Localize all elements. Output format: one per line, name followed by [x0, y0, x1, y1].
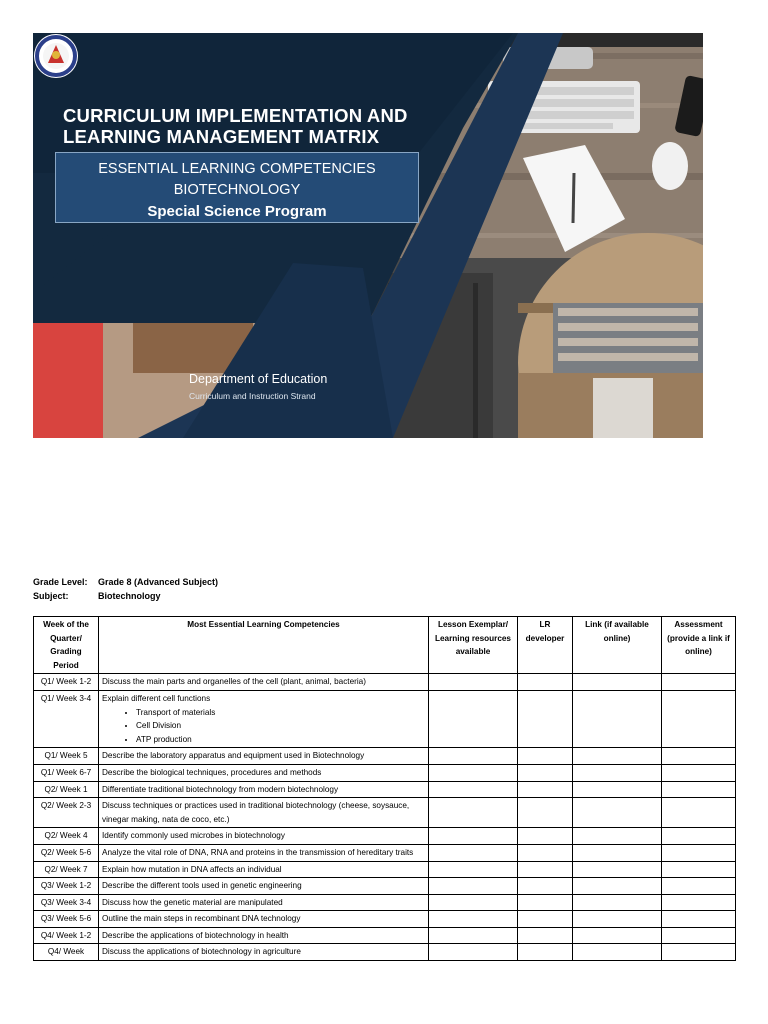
week-cell: Q2/ Week 5-6 — [34, 844, 99, 861]
table-row — [34, 944, 736, 961]
banner-background — [33, 33, 703, 438]
table-row — [34, 894, 736, 911]
subject-label: Subject: — [33, 591, 69, 601]
list-item: • Transport of materials — [136, 706, 425, 720]
week-cell: Q3/ Week 5-6 — [34, 911, 99, 928]
week-cell: Q2/ Week 2-3 — [34, 798, 99, 828]
competencies-title-box — [55, 152, 419, 223]
competency-cell: Explain how mutation in DNA affects an individual — [99, 861, 429, 878]
list-item: • ATP production — [136, 733, 425, 747]
competency-cell: Discuss the applications of biotechnology in agriculture — [99, 944, 429, 961]
week-cell: Q3/ Week 1-2 — [34, 878, 99, 895]
subject-value: Biotechnology — [98, 591, 161, 601]
week-cell: Q4/ Week — [34, 944, 99, 961]
competency-cell: Describe the laboratory apparatus and equipment used in Biotechnology — [99, 748, 429, 765]
competency-cell: Discuss the main parts and organelles of the cell (plant, animal, bacteria) — [99, 674, 429, 691]
table-row — [34, 861, 736, 878]
header-lr-developer: LR developer — [518, 617, 573, 674]
list-item: • Cell Division — [136, 719, 425, 733]
deped-seal-icon — [33, 33, 79, 79]
table-header-row — [34, 617, 736, 674]
table-row — [34, 844, 736, 861]
competency-text: Explain different cell functions — [102, 693, 211, 703]
table-row — [34, 690, 736, 747]
competency-cell: Describe the applications of biotechnology in health — [99, 927, 429, 944]
competency-cell: Analyze the vital role of DNA, RNA and proteins in the transmission of hereditary traits — [99, 844, 429, 861]
grade-level-value: Grade 8 (Advanced Subject) — [98, 577, 219, 587]
competency-cell: Identify commonly used microbes in biotechnology — [99, 828, 429, 845]
header-melc: Most Essential Learning Competencies — [99, 617, 429, 674]
week-cell: Q2/ Week 1 — [34, 781, 99, 798]
header-assessment: Assessment (provide a link if online) — [662, 617, 736, 674]
table-row — [34, 927, 736, 944]
competency-matrix-table — [33, 616, 736, 961]
header-week: Week of the Quarter/ Grading Period — [34, 617, 99, 674]
competency-cell: Outline the main steps in recombinant DNA technology — [99, 911, 429, 928]
week-cell: Q1/ Week 1-2 — [34, 674, 99, 691]
table-row — [34, 828, 736, 845]
table-row — [34, 878, 736, 895]
box-line-subject: BIOTECHNOLOGY — [173, 182, 301, 198]
week-cell: Q2/ Week 4 — [34, 828, 99, 845]
table-row — [34, 911, 736, 928]
banner-title: CURRICULUM IMPLEMENTATION AND LEARNING MANAGEMENT MATRIX — [63, 105, 408, 147]
week-cell: Q1/ Week 3-4 — [34, 690, 99, 747]
cover-banner — [33, 33, 703, 438]
competency-cell: Describe the different tools used in genetic engineering — [99, 878, 429, 895]
table-row — [34, 764, 736, 781]
bullet-list — [102, 706, 425, 747]
header-link: Link (if available online) — [573, 617, 662, 674]
competency-cell: Discuss techniques or practices used in traditional biotechnology (cheese, soysauce, vinegar making, nata de coco, etc.) — [99, 798, 429, 828]
header-exemplar: Lesson Exemplar/ Learning resources available — [429, 617, 518, 674]
competency-cell: Differentiate traditional biotechnology from modern biotechnology — [99, 781, 429, 798]
box-line-elc: ESSENTIAL LEARNING COMPETENCIES — [98, 161, 376, 177]
week-cell: Q4/ Week 1-2 — [34, 927, 99, 944]
table-row — [34, 781, 736, 798]
table-row — [34, 748, 736, 765]
week-cell: Q1/ Week 6-7 — [34, 764, 99, 781]
box-line-program: Special Science Program — [147, 203, 327, 220]
agency-name: Department of Education — [189, 372, 328, 386]
week-cell: Q2/ Week 7 — [34, 861, 99, 878]
week-cell: Q1/ Week 5 — [34, 748, 99, 765]
week-cell: Q3/ Week 3-4 — [34, 894, 99, 911]
competency-cell: Discuss how the genetic material are manipulated — [99, 894, 429, 911]
competency-cell: Describe the biological techniques, procedures and methods — [99, 764, 429, 781]
table-row — [34, 798, 736, 828]
competency-cell — [99, 690, 429, 747]
agency-strand: Curriculum and Instruction Strand — [189, 391, 316, 401]
grade-level-label: Grade Level: — [33, 577, 88, 587]
table-row — [34, 674, 736, 691]
